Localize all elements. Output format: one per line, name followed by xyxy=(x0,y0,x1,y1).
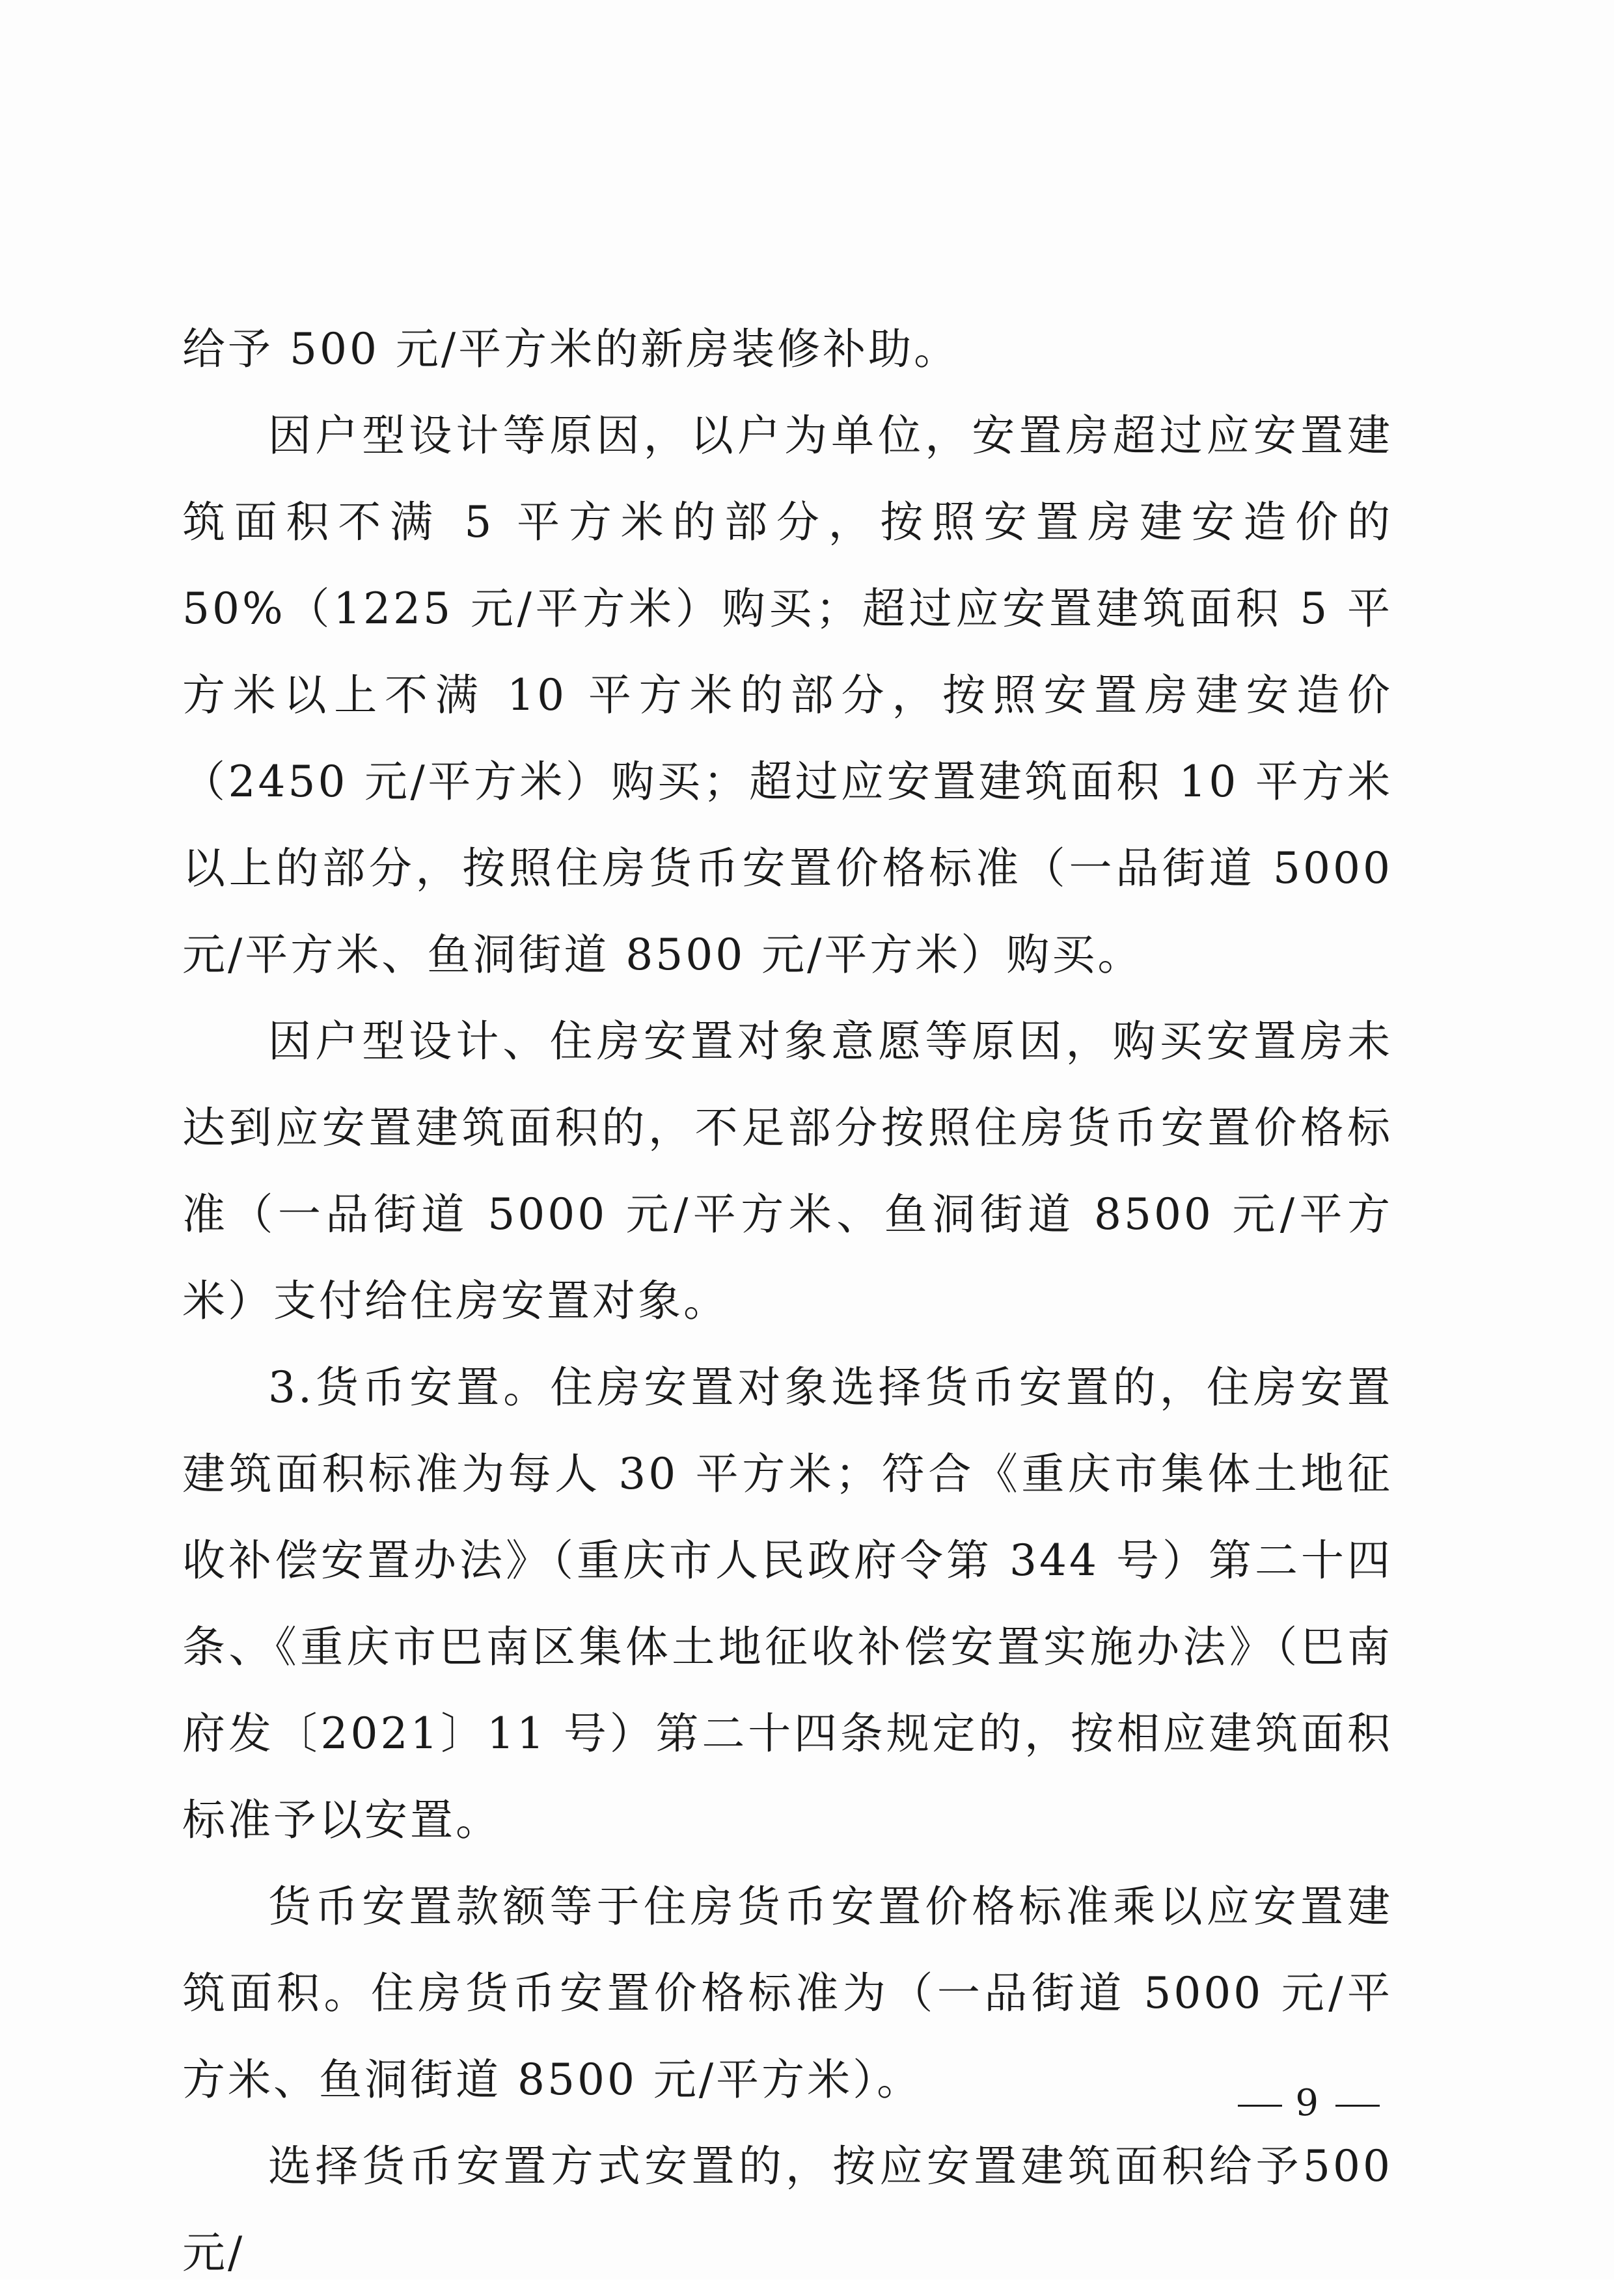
page-number-value: 9 xyxy=(1295,2082,1322,2124)
page-number xyxy=(1225,2082,1393,2124)
body-text xyxy=(182,306,1393,2296)
paragraph-monetary-amount: 货币安置款额等于住房货币安置价格标准乘以应安置建筑面积。住房货币安置价格标准为（一品街道 5000 元/平方米、鱼洞街道 8500 元/平方米）。 xyxy=(182,1882,1393,2105)
page-number-left-dash xyxy=(1238,2105,1282,2107)
paragraph-excess-area-purchase: 因户型设计等原因，以户为单位，安置房超过应安置建筑面积不满 5 平方米的部分，按照安置房建安造价的 50%（1225 元/平方米）购买；超过应安置建筑面积 5 平方米以上不满 10 平方米的部分，按照安置房建安造价（2450 元/平方米）购买；超过应安置建筑面积 10 平方米以上的部分，按照住房货币安置价格标准（一品街道 5000 元/平方米、鱼洞街道 8500 元/平方米）购买。 xyxy=(182,411,1393,980)
paragraph-shortfall-payment: 因户型设计、住房安置对象意愿等原因，购买安置房未达到应安置建筑面积的，不足部分按照住房货币安置价格标准（一品街道 5000 元/平方米、鱼洞街道 8500 元/平方米）支付给住房安置对象。 xyxy=(182,1016,1393,1326)
paragraph-monetary-resettlement: 3.货币安置。住房安置对象选择货币安置的，住房安置建筑面积标准为每人 30 平方米；符合《重庆市集体土地征收补偿安置办法》（重庆市人民政府令第 344 号）第二十四条、《重庆市巴南区集体土地征收补偿安置实施办法》（巴南府发〔2021〕11 号）第二十四条规定的，按相应建筑面积标准予以安置。 xyxy=(182,1362,1393,1845)
page-number-right-dash xyxy=(1335,2105,1380,2107)
paragraph-renovation-subsidy: 给予 500 元/平方米的新房装修补助。 xyxy=(182,324,960,374)
paragraph-monetary-subsidy: 选择货币安置方式安置的，按应安置建筑面积给予500元/ xyxy=(182,2141,1393,2278)
